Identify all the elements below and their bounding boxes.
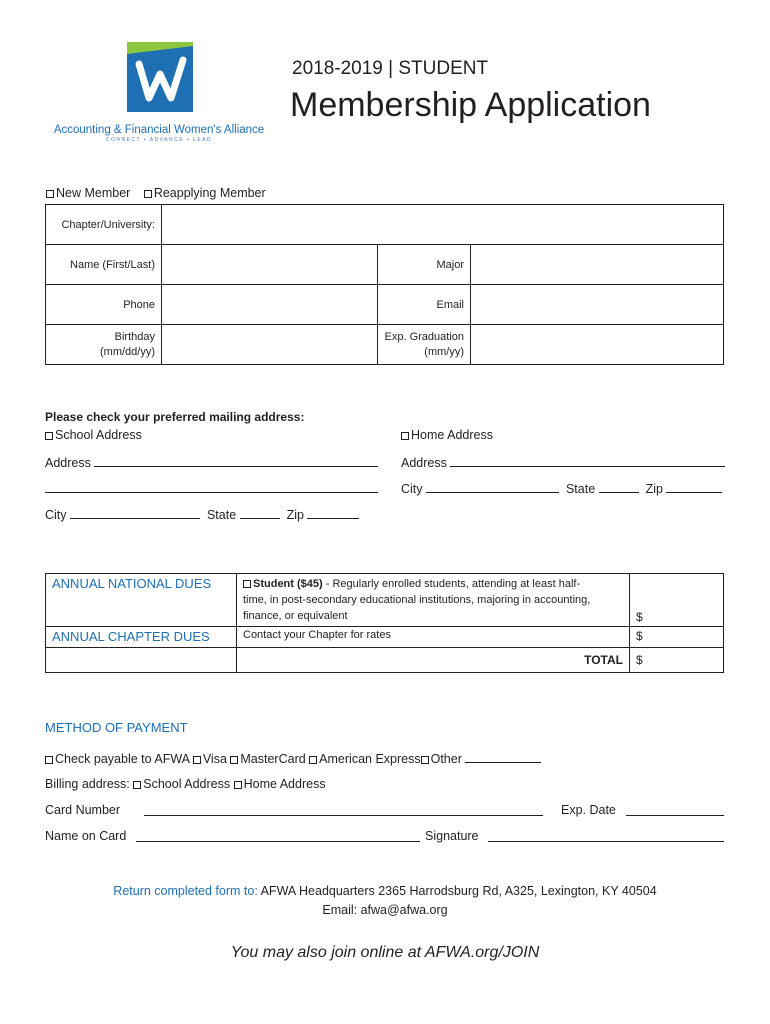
billing-school-option[interactable] bbox=[133, 777, 230, 791]
checkbox-icon[interactable] bbox=[45, 432, 53, 440]
exp-date-label: Exp. Date bbox=[561, 803, 616, 817]
chapter-label: Chapter/University: bbox=[46, 205, 162, 245]
birthday-label bbox=[46, 325, 162, 365]
major-field[interactable] bbox=[471, 245, 724, 285]
birthday-field[interactable] bbox=[162, 325, 378, 365]
name-on-card-field[interactable] bbox=[136, 830, 420, 842]
home-address-option[interactable] bbox=[401, 428, 493, 442]
org-name: Accounting & Financial Women's Alliance bbox=[53, 124, 265, 136]
checkbox-icon[interactable] bbox=[234, 781, 242, 789]
signature-label: Signature bbox=[425, 829, 479, 843]
mailing-heading: Please check your preferred mailing address: bbox=[45, 410, 305, 424]
afwa-logo bbox=[127, 42, 193, 112]
billing-home-label: Home Address bbox=[243, 777, 326, 791]
check-label: Check payable to AFWA bbox=[55, 752, 190, 766]
checkbox-icon[interactable] bbox=[421, 756, 429, 764]
other-option[interactable] bbox=[421, 752, 462, 766]
graduation-field[interactable] bbox=[471, 325, 724, 365]
checkbox-icon[interactable] bbox=[309, 756, 317, 764]
other-label: Other bbox=[430, 752, 462, 766]
return-label: Return completed form to: bbox=[113, 884, 258, 898]
currency-symbol: $ bbox=[636, 653, 643, 667]
zip-label: Zip bbox=[286, 508, 304, 522]
address-label: Address bbox=[401, 456, 447, 470]
chapter-dues-desc: Contact your Chapter for rates bbox=[237, 627, 630, 648]
new-member-label: New Member bbox=[56, 186, 131, 200]
total-label: TOTAL bbox=[237, 648, 630, 673]
online-join-note: You may also join online at AFWA.org/JOIN bbox=[230, 944, 540, 961]
home-city-field[interactable] bbox=[426, 481, 559, 493]
school-address-option[interactable] bbox=[45, 428, 142, 442]
student-dues-desc-2: time, in post-secondary educational institutions, majoring in accounting, bbox=[243, 594, 591, 606]
checkbox-icon[interactable] bbox=[144, 190, 152, 198]
year-line: 2018-2019 | STUDENT bbox=[292, 58, 489, 79]
graduation-label-line1: Exp. Graduation bbox=[384, 330, 464, 343]
new-member-option[interactable] bbox=[46, 186, 130, 200]
school-zip-field[interactable] bbox=[307, 507, 359, 519]
mastercard-option[interactable] bbox=[230, 752, 305, 766]
graduation-label-line2: (mm/yy) bbox=[424, 345, 464, 358]
contact-email: Email: afwa@afwa.org bbox=[322, 903, 448, 917]
card-number-field[interactable] bbox=[144, 804, 543, 816]
org-tagline: CONNECT • ADVANCE • LEAD bbox=[105, 137, 213, 143]
student-dues-desc-3: finance, or equivalent bbox=[243, 610, 348, 622]
name-label: Name (First/Last) bbox=[46, 245, 162, 285]
total-amount-field[interactable] bbox=[630, 648, 724, 673]
checkbox-icon[interactable] bbox=[243, 580, 251, 588]
zip-label: Zip bbox=[645, 482, 663, 496]
checkbox-icon[interactable] bbox=[46, 190, 54, 198]
city-label: City bbox=[45, 508, 67, 522]
home-zip-field[interactable] bbox=[666, 481, 722, 493]
school-city-field[interactable] bbox=[70, 507, 200, 519]
school-address-field-2[interactable] bbox=[45, 481, 378, 493]
national-dues-cell bbox=[46, 574, 237, 627]
school-address-field[interactable] bbox=[94, 455, 378, 467]
return-line bbox=[0, 884, 770, 898]
mastercard-label: MasterCard bbox=[240, 752, 306, 766]
home-address-label: Home Address bbox=[411, 428, 493, 442]
billing-label: Billing address: bbox=[45, 777, 130, 791]
student-dues-title: Student ($45) bbox=[253, 578, 323, 590]
other-field[interactable] bbox=[465, 751, 541, 763]
student-dues-desc-1: - Regularly enrolled students, attending at least half- bbox=[322, 578, 581, 590]
billing-line bbox=[45, 777, 326, 791]
checkbox-icon[interactable] bbox=[230, 756, 238, 764]
phone-label: Phone bbox=[46, 285, 162, 325]
chapter-amount-field[interactable] bbox=[630, 627, 724, 648]
page-title: Membership Application bbox=[290, 86, 651, 124]
email-label: Email bbox=[378, 285, 471, 325]
reapplying-member-option[interactable] bbox=[144, 186, 266, 200]
dues-table bbox=[45, 573, 724, 673]
payment-options bbox=[45, 751, 541, 766]
state-label: State bbox=[565, 482, 596, 496]
school-address-line2 bbox=[45, 481, 378, 496]
amex-option[interactable] bbox=[309, 752, 420, 766]
school-address-label: School Address bbox=[55, 428, 142, 442]
chapter-field[interactable] bbox=[162, 205, 724, 245]
check-option[interactable] bbox=[45, 752, 189, 766]
checkbox-icon[interactable] bbox=[45, 756, 53, 764]
name-on-card-label: Name on Card bbox=[45, 829, 127, 843]
home-address-field[interactable] bbox=[450, 455, 725, 467]
empty-cell bbox=[46, 648, 237, 673]
visa-option[interactable] bbox=[193, 752, 227, 766]
birthday-label-line2: (mm/dd/yy) bbox=[100, 345, 155, 358]
national-dues-label: ANNUAL NATIONAL DUES bbox=[52, 576, 212, 591]
name-field[interactable] bbox=[162, 245, 378, 285]
return-address: AFWA Headquarters 2365 Harrodsburg Rd, A325, Lexington, KY 40504 bbox=[257, 884, 657, 898]
address-label: Address bbox=[45, 456, 91, 470]
school-address-line bbox=[45, 455, 378, 470]
visa-label: Visa bbox=[202, 752, 227, 766]
birthday-label-line1: Birthday bbox=[114, 330, 155, 343]
school-city-line bbox=[45, 507, 359, 522]
state-label: State bbox=[206, 508, 237, 522]
amex-label: American Express bbox=[319, 752, 421, 766]
city-label: City bbox=[401, 482, 423, 496]
reapplying-member-label: Reapplying Member bbox=[153, 186, 266, 200]
graduation-label bbox=[378, 325, 471, 365]
chapter-dues-cell bbox=[46, 627, 237, 648]
phone-field[interactable] bbox=[162, 285, 378, 325]
chapter-dues-label: ANNUAL CHAPTER DUES bbox=[52, 629, 210, 644]
student-dues-cell bbox=[237, 574, 630, 627]
checkbox-icon[interactable] bbox=[133, 781, 141, 789]
billing-school-label: School Address bbox=[143, 777, 231, 791]
signature-field[interactable] bbox=[488, 830, 724, 842]
checkbox-icon[interactable] bbox=[401, 432, 409, 440]
email-field[interactable] bbox=[471, 285, 724, 325]
home-state-field[interactable] bbox=[599, 481, 639, 493]
home-address-line bbox=[401, 455, 725, 470]
exp-date-field[interactable] bbox=[626, 804, 724, 816]
card-number-label: Card Number bbox=[45, 803, 121, 817]
member-info-table bbox=[45, 204, 724, 365]
payment-heading: METHOD OF PAYMENT bbox=[45, 720, 188, 735]
member-type-options bbox=[46, 186, 276, 200]
major-label: Major bbox=[378, 245, 471, 285]
currency-symbol: $ bbox=[636, 610, 643, 624]
national-amount-field[interactable] bbox=[630, 574, 724, 627]
currency-symbol: $ bbox=[636, 629, 643, 643]
checkbox-icon[interactable] bbox=[193, 756, 201, 764]
school-state-field[interactable] bbox=[240, 507, 280, 519]
billing-home-option[interactable] bbox=[234, 777, 326, 791]
home-city-line bbox=[401, 481, 722, 496]
